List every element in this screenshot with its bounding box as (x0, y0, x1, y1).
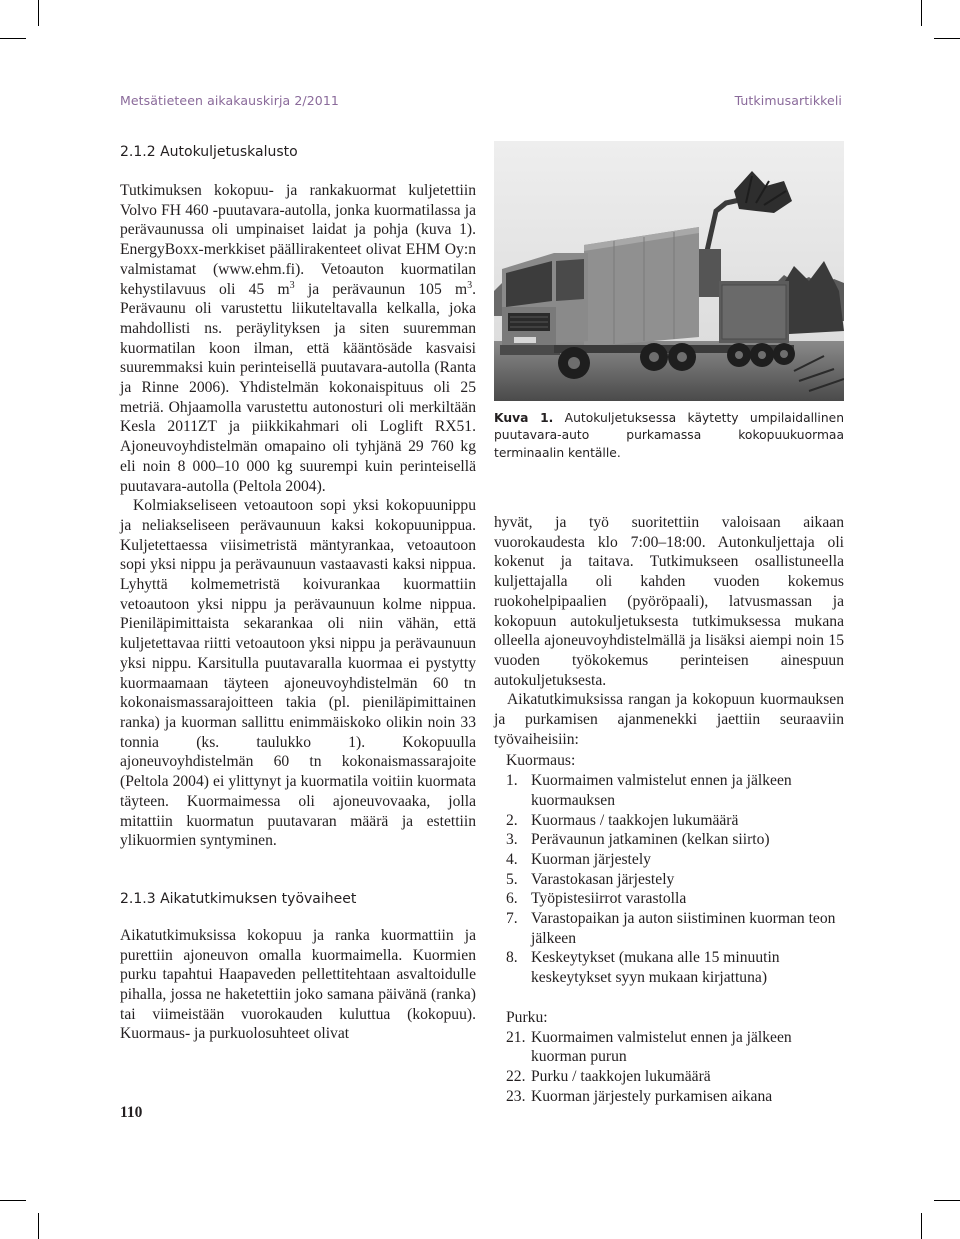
loading-label: Kuormaus: (506, 752, 576, 770)
unloading-label: Purku: (506, 1008, 548, 1026)
list-item-number: 22. (506, 1067, 526, 1085)
list-item (494, 811, 844, 831)
list-item-number: 7. (506, 910, 518, 928)
list-item (494, 771, 844, 810)
list-item (494, 870, 844, 890)
figure-caption-text: Autokuljetuksessa käytetty umpilaidallinen puutavara-auto purkamassa kokopuukuormaa terminaalin kentälle. (494, 411, 845, 460)
paragraph-text: Tutkimuksen kokopuu- ja rankakuormat kuljetettiin Volvo FH 460 -puutavara-autolla, jonka kuormatilassa ja perävaunussa oli umpinaiset laidat ja pohja (kuva 1). EnergyBoxx-merkkiset päällirakenteet olivat EHM Oy:n valmistamat (www.ehm.fi). Vetoauton kuormatilan kehystilavuus oli 45 m (120, 182, 476, 298)
crop-mark (0, 1200, 26, 1201)
list-item-text: Kuorman järjestely purkamisen aikana (531, 1087, 773, 1105)
paragraph-conditions: hyvät, ja työ suoritettiin valoisaan aikaan vuorokaudesta klo 7:00–18:00. Autonkuljettaja oli kokenut ja taitava. Tutkimukseen osallistuneella kuljettajalla oli kahden vuoden kokemus ruokohelpipaalien (pyöröpaali), latvusmassan ja kokopuun autokuljetuksesta tutkimuksessa mukana olleella ajoneuvoyhdistelmällä ja lisäksi aiempi noin 15 vuoden työkokemus perinteisen ainespuun autokuljetuksesta. (494, 514, 844, 689)
list-item-text: Kuormaus / taakkojen lukumäärä (531, 811, 739, 829)
list-item (494, 1067, 844, 1087)
crop-mark (934, 1200, 960, 1201)
crop-mark (921, 1213, 922, 1239)
truck-photo (494, 141, 844, 401)
list-item-number: 6. (506, 890, 518, 908)
paragraph-text: ja perävaunun 105 m (294, 280, 468, 298)
list-item-number: 8. (506, 949, 518, 967)
list-item (494, 1028, 844, 1067)
paragraph-time-study: Aikatutkimuksissa kokopuu ja ranka kuormattiin ja purettiin ajoneuvon omalla kuormaimella. Kuormien purku tapahtui Haapaveden pellettitehtaan asvaltoidulle pihalla, jossa ne haketettiin joko samana päivänä (ranka) tai viimeistään vuorokauden kuluttua (kokopuu). Kuormaus- ja purkuolosuhteet olivat (120, 926, 476, 1043)
list-item-text: Varastopaikan ja auton siistiminen kuorman teon jälkeen (531, 910, 836, 947)
paragraph-text: . Perävaunu oli varustettu liikuteltavalla kelkalla, joka mahdollisti ns. peräylityksen ja siten suuremman kuormatilan koon ilman, että kääntösäde kasvaisi suuremmaksi kuin perinteisellä puutavara-autolla (Ranta ja Rinne 2006). Yhdistelmän kokonaispituus oli 25 metriä. Ohjaamolla varustettu autonosturi oli merkiltään Kesla 2011ZT ja piikkikahmari oli Loglift RX51. Ajoneuvoyhdistelmän omapaino oli tyhjänä 29 760 kg eli noin 8 000–10 000 kg suurempi kuin perinteisellä puutavara-autolla (Peltola 2004). (120, 280, 477, 495)
list-item-number: 2. (506, 811, 518, 829)
figure-label: Kuva 1. (494, 411, 554, 425)
list-item (494, 850, 844, 870)
page-number: 110 (120, 1104, 143, 1121)
crop-mark (38, 0, 39, 26)
list-item-text: Kuormaimen valmistelut ennen ja jälkeen kuormauksen (531, 772, 792, 809)
superscript: 3 (289, 279, 295, 291)
paragraph-vehicle (120, 181, 476, 496)
list-item-text: Purku / taakkojen lukumäärä (531, 1067, 711, 1085)
list-item (494, 889, 844, 909)
crop-mark (38, 1213, 39, 1239)
list-item (494, 948, 844, 987)
list-item-text: Kuorman järjestely (531, 850, 651, 868)
crop-mark (934, 38, 960, 39)
list-item-text: Työpistesiirrot varastolla (531, 890, 687, 908)
crop-mark (921, 0, 922, 26)
list-item-number: 5. (506, 870, 518, 888)
list-item-text: Varastokasan järjestely (531, 870, 675, 888)
list-item (494, 909, 844, 948)
loading-steps-list (494, 771, 844, 988)
running-header-section: Tutkimusartikkeli (734, 93, 842, 108)
list-item-text: Kuormaimen valmistelut ennen ja jälkeen kuorman purun (531, 1028, 792, 1066)
running-header-journal: Metsätieteen aikakauskirja 2/2011 (120, 93, 339, 108)
list-item-number: 23. (506, 1087, 526, 1105)
list-item-number: 1. (506, 772, 518, 790)
truck-photo-illustration (494, 141, 844, 401)
list-item-number: 21. (506, 1028, 526, 1046)
paragraph-bundles: Kolmiakseliseen vetoautoon sopi yksi kokopuunippu ja neliakseliseen perävaunuun kaksi kokopuunippua. Kuljetettaessa viisimetristä mäntyrankaa, vetoautoon sopi yksi nippu ja perävaunuun vastaavasti kaksi nippua. Lyhyttä kolmemetristä koivurankaa kuormattiin vetoautoon yksi nippu ja perävaunuun kolme nippua. Pieniläpimittaista sekarankaa oli niin vähän, että kuljetettavaa riitti vetoautoon yksi nippu ja perävaunuun yksi nippu. Karsitulla puutavaralla kuormaa ei pystytty kuormaamaan täyteen ajoneuvoyhdistelmän 60 tn kokonaismassarajoitteen takia (pl. pieniläpimittainen ranka) ja kuorman sallittu enimmäiskoko olikin noin 33 tonnia (ks. taulukko 1). Kokopuulla ajoneuvoyhdistelmän 60 tn kokonaismassarajoite (Peltola 2004) ei ylittynyt ja kuormatila voitiin kuormata täyteen. Kuormaimessa oli ajoneuvovaaka, jolla mitattiin kuormatun puutavaran määrä ja estettiin ylikuormien syntyminen. (120, 497, 476, 850)
list-item-text: Perävaunun jatkaminen (kelkan siirto) (531, 831, 770, 849)
superscript: 3 (467, 279, 473, 291)
list-item-text: Keskeytykset (mukana alle 15 minuutin keskeytykset syyn mukaan kirjattuna) (531, 949, 780, 987)
crop-mark (0, 38, 26, 39)
list-item (494, 1087, 844, 1107)
right-column (494, 513, 844, 1106)
list-item (494, 830, 844, 850)
list-item-number: 4. (506, 850, 518, 868)
unloading-steps-list (494, 1028, 844, 1107)
section-heading-2-1-2: 2.1.2 Autokuljetuskalusto (120, 144, 298, 160)
section-heading-2-1-3: 2.1.3 Aikatutkimuksen työvaiheet (120, 890, 357, 907)
left-column (120, 142, 476, 1044)
paragraph-work-phases: Aikatutkimuksissa rangan ja kokopuun kuormauksen ja purkamisen ajanmenekki jaettiin seuraaviin työvaiheisiin: (494, 691, 844, 748)
list-item-number: 3. (506, 831, 518, 849)
figure-caption (494, 410, 844, 462)
